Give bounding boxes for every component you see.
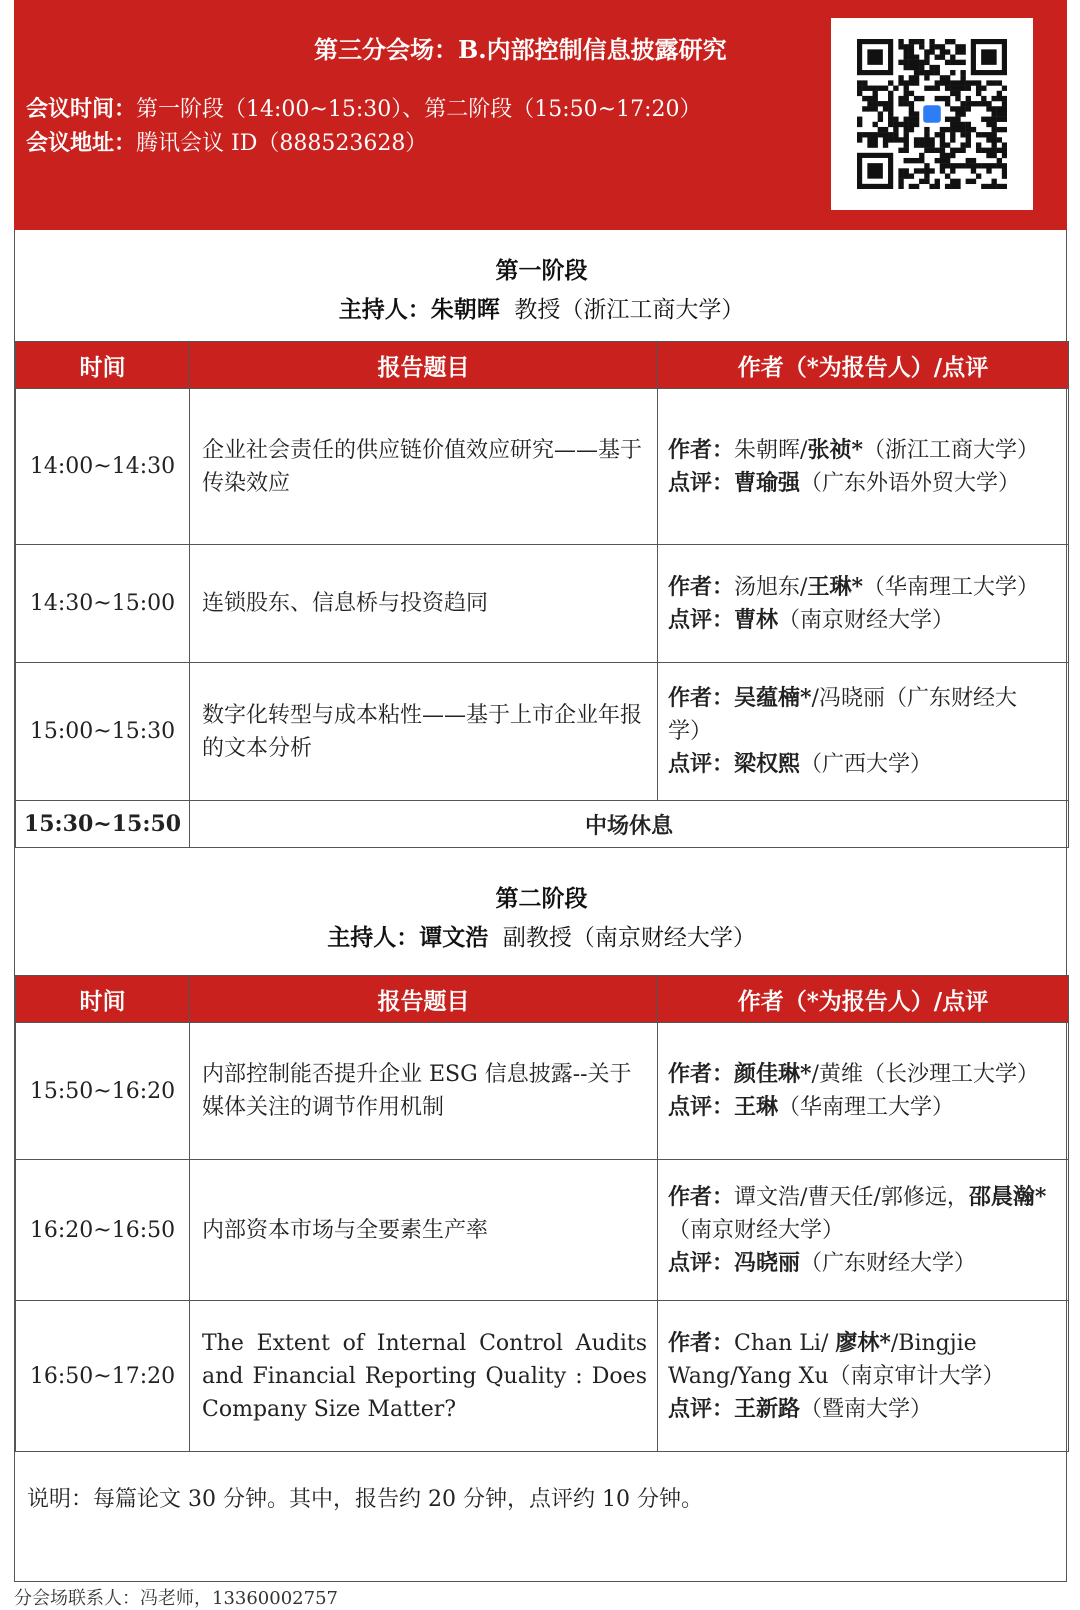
row-time: 14:00~14:30	[16, 389, 190, 545]
reviewer-name: 王新路	[734, 1395, 801, 1422]
session-title: 第三分会场：B.内部控制信息披露研究	[314, 35, 727, 64]
author-label: 作者：	[668, 573, 735, 600]
row-topic: 企业社会责任的供应链价值效应研究——基于传染效应	[190, 389, 658, 545]
table-row	[16, 1160, 1069, 1301]
column-header-topic: 报告题目	[190, 976, 658, 1023]
author-affiliation: （浙江工商大学）	[862, 437, 1039, 463]
row-authors	[658, 1160, 1069, 1301]
stage1-heading	[15, 252, 1068, 324]
presenter-name: 廖林*	[835, 1329, 891, 1356]
reviewer-name: 曹林	[734, 606, 779, 633]
row-topic: 数字化转型与成本粘性——基于上市企业年报的文本分析	[190, 663, 658, 801]
meeting-place-value: 腾讯会议 ID（888523628）	[136, 131, 428, 156]
row-topic: 内部控制能否提升企业 ESG 信息披露--关于媒体关注的调节作用机制	[190, 1023, 658, 1160]
stage2-host	[15, 919, 1068, 952]
author-affiliation: /Bingjie Wang/Yang Xu（南京审计大学）	[668, 1330, 1005, 1389]
presenter-name: 颜佳琳*	[734, 1061, 812, 1087]
stage2-heading	[15, 880, 1068, 952]
review-label: 点评：	[668, 1094, 735, 1120]
presenter-name: 张祯*	[807, 436, 863, 463]
stage1-host	[15, 291, 1068, 324]
column-header-time: 时间	[16, 976, 190, 1023]
row-authors	[658, 389, 1069, 545]
session-header	[14, 0, 1067, 230]
review-label: 点评：	[668, 751, 735, 777]
row-authors	[658, 1023, 1069, 1160]
table-row	[16, 1301, 1069, 1452]
reviewer-name: 冯晓丽	[734, 1249, 801, 1276]
presenter-name: 吴蕴楠*	[734, 685, 812, 711]
author-affiliation: /黄维（长沙理工大学）	[811, 1062, 1039, 1087]
table-row	[16, 1023, 1069, 1160]
stage2-header-row	[16, 976, 1069, 1023]
stage1-header-row	[16, 342, 1069, 389]
author-list: 朱朝晖/	[734, 437, 808, 463]
column-header-time: 时间	[16, 342, 190, 389]
meeting-time-value: 第一阶段（14:00~15:30）、第二阶段（15:50~17:20）	[136, 97, 702, 122]
row-time: 15:00~15:30	[16, 663, 190, 801]
stage1-host-label: 主持人：	[338, 296, 431, 323]
stage1-title: 第一阶段	[495, 257, 588, 284]
row-topic: 连锁股东、信息桥与投资趋同	[190, 545, 658, 663]
review-label: 点评：	[668, 1395, 735, 1422]
qr-code-icon[interactable]	[831, 18, 1033, 210]
reviewer-affiliation: （广东财经大学）	[800, 1250, 977, 1276]
reviewer-affiliation: （广东外语外贸大学）	[800, 470, 1021, 496]
row-time: 16:50~17:20	[16, 1301, 190, 1452]
stage1-host-title: 教授（浙江工商大学）	[514, 297, 745, 323]
row-topic: 内部资本市场与全要素生产率	[190, 1160, 658, 1301]
reviewer-name: 王琳	[734, 1094, 779, 1120]
presenter-name: 王琳*	[807, 573, 863, 600]
author-label: 作者：	[668, 1183, 735, 1210]
reviewer-affiliation: （广西大学）	[800, 752, 933, 777]
column-header-author: 作者（*为报告人）/点评	[658, 976, 1069, 1023]
row-authors	[658, 663, 1069, 801]
row-time: 16:20~16:50	[16, 1160, 190, 1301]
author-list: 汤旭东/	[734, 574, 808, 600]
reviewer-affiliation: （南京财经大学）	[778, 607, 955, 633]
stage2-title: 第二阶段	[495, 885, 588, 912]
table-row	[16, 545, 1069, 663]
reviewer-name: 梁权熙	[734, 751, 801, 777]
reviewer-affiliation: （华南理工大学）	[778, 1095, 955, 1120]
author-affiliation: （南京财经大学）	[668, 1217, 845, 1243]
stage2-table	[15, 975, 1069, 1452]
row-topic: The Extent of Internal Control Audits and Financial Reporting Quality : Does Company Size Matter?	[190, 1301, 658, 1452]
author-affiliation: /冯晓丽（广东财经大学）	[668, 686, 1017, 744]
stage1-table	[15, 341, 1069, 848]
session-contact: 分会场联系人：冯老师，13360002757	[14, 1588, 338, 1609]
author-label: 作者：	[668, 1329, 735, 1356]
author-affiliation: （华南理工大学）	[862, 574, 1039, 600]
meeting-place-label: 会议地址：	[26, 130, 137, 156]
author-label: 作者：	[668, 436, 735, 463]
row-time: 14:30~15:00	[16, 545, 190, 663]
break-row	[16, 801, 1069, 848]
session-note: 说明：每篇论文 30 分钟。其中，报告约 20 分钟，点评约 10 分钟。	[27, 1487, 703, 1512]
column-header-author: 作者（*为报告人）/点评	[658, 342, 1069, 389]
row-authors	[658, 545, 1069, 663]
stage2-host-label: 主持人：	[327, 924, 420, 951]
stage2-host-title: 副教授（南京财经大学）	[502, 925, 756, 951]
table-row	[16, 663, 1069, 801]
review-label: 点评：	[668, 469, 735, 496]
author-label: 作者：	[668, 1061, 735, 1087]
meeting-place-line	[26, 126, 427, 157]
row-time: 15:50~16:20	[16, 1023, 190, 1160]
stage2-host-name: 谭文浩	[419, 924, 489, 951]
author-list: 谭文浩/曹天任/郭修远，	[734, 1184, 969, 1210]
stage1-host-name: 朱朝晖	[430, 296, 500, 323]
row-authors	[658, 1301, 1069, 1452]
column-header-topic: 报告题目	[190, 342, 658, 389]
author-label: 作者：	[668, 685, 735, 711]
review-label: 点评：	[668, 606, 735, 633]
review-label: 点评：	[668, 1249, 735, 1276]
table-row	[16, 389, 1069, 545]
presenter-name: 邵晨瀚*	[968, 1183, 1047, 1210]
meeting-time-label: 会议时间：	[26, 96, 137, 122]
schedule-body	[14, 230, 1067, 1582]
meeting-time-line	[26, 92, 702, 123]
author-list: Chan Li/	[734, 1330, 836, 1356]
break-label: 中场休息	[190, 801, 1069, 848]
reviewer-affiliation: （暨南大学）	[800, 1396, 933, 1422]
qr-code-graphic	[857, 39, 1007, 189]
reviewer-name: 曹瑜强	[734, 469, 801, 496]
break-time: 15:30~15:50	[16, 801, 190, 848]
